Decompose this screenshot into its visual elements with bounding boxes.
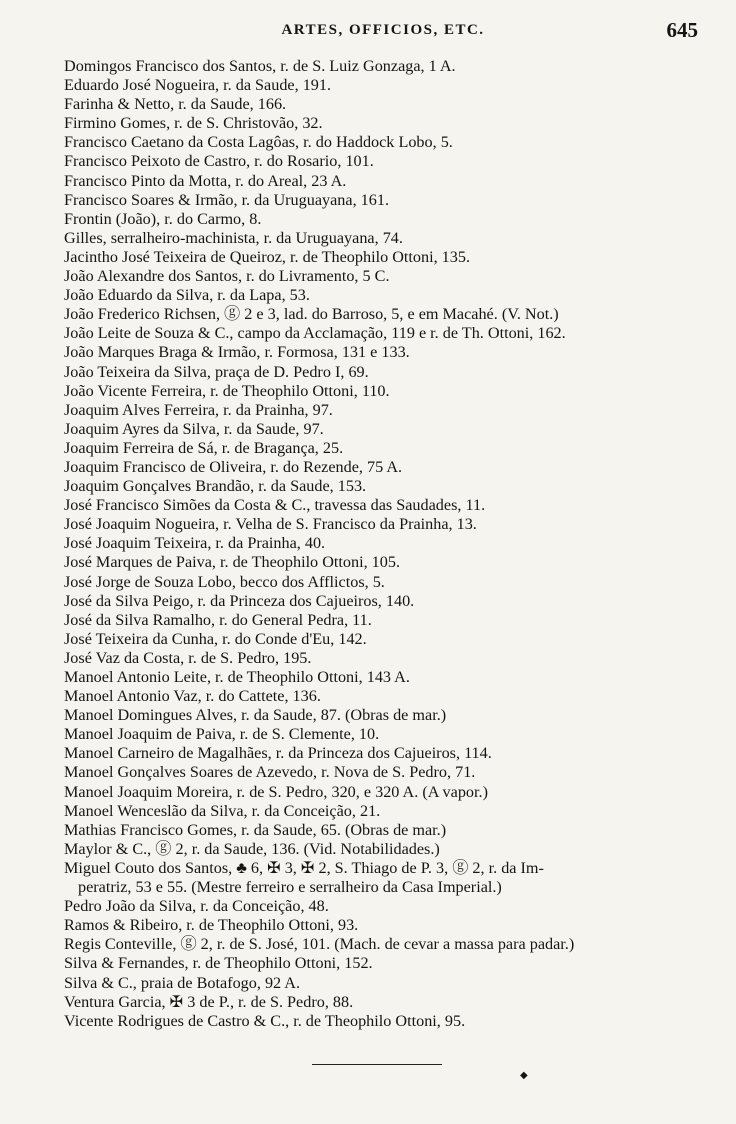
directory-entry: Pedro João da Silva, r. da Conceição, 48. — [64, 897, 329, 916]
directory-entry: Joaquim Ayres da Silva, r. da Saude, 97. — [64, 419, 324, 438]
end-rule — [312, 1064, 442, 1065]
printer-mark: ◆ — [520, 1070, 528, 1081]
directory-entry: Francisco Peixoto de Castro, r. do Rosario, 101. — [64, 152, 374, 171]
directory-entry: Domingos Francisco dos Santos, r. de S. Luiz Gonzaga, 1 A. — [64, 57, 456, 75]
directory-entry: Eduardo José Nogueira, r. da Saude, 191. — [64, 76, 332, 95]
directory-entry: Miguel Couto dos Santos, ♣ 6, ✠ 3, ✠ 2, S. Thiago de P. 3, ⓖ 2, r. da Im- — [64, 858, 544, 877]
directory-entry: Joaquim Alves Ferreira, r. da Prainha, 97. — [64, 400, 333, 419]
directory-entry: Manoel Joaquim de Paiva, r. de S. Clemente, 10. — [64, 725, 380, 744]
directory-entry: Mathias Francisco Gomes, r. da Saude, 65. (Obras de mar.) — [64, 820, 447, 839]
directory-entry: João Marques Braga & Irmão, r. Formosa, 131 e 133. — [64, 343, 410, 362]
directory-entry: Gilles, serralheiro-machinista, r. da Uruguayana, 74. — [64, 228, 403, 247]
directory-entry: Francisco Caetano da Costa Lagôas, r. do Haddock Lobo, 5. — [64, 133, 453, 152]
directory-entry: João Teixeira da Silva, praça de D. Pedro I, 69. — [64, 362, 369, 381]
page-header — [60, 20, 706, 50]
page-title: ARTES, OFFICIOS, ETC. — [281, 22, 485, 38]
directory-entry: José Joaquim Nogueira, r. Velha de S. Francisco da Prainha, 13. — [64, 515, 477, 534]
directory-entry: Maylor & C., ⓖ 2, r. da Saude, 136. (Vid. Notabilidades.) — [64, 839, 440, 858]
directory-entry: Farinha & Netto, r. da Saude, 166. — [64, 95, 287, 114]
directory-entry: Francisco Pinto da Motta, r. do Areal, 23 A. — [64, 171, 347, 190]
directory-entry: Regis Conteville, ⓖ 2, r. de S. José, 101. (Mach. de cevar a massa para padar.) — [64, 935, 575, 954]
directory-entry: Silva & Fernandes, r. de Theophilo Ottoni, 152. — [64, 954, 373, 973]
directory-entry: Silva & C., praia de Botafogo, 92 A. — [64, 973, 301, 992]
directory-entry: José Vaz da Costa, r. de S. Pedro, 195. — [64, 648, 312, 667]
directory-entry: Manoel Joaquim Moreira, r. de S. Pedro, 320, e 320 A. (A vapor.) — [64, 782, 488, 801]
page-number: 645 — [666, 18, 698, 42]
directory-entry: José Jorge de Souza Lobo, becco dos Afflictos, 5. — [64, 572, 385, 591]
directory-entry: João Frederico Richsen, ⓖ 2 e 3, lad. do Barroso, 5, e em Macahé. (V. Not.) — [64, 305, 559, 324]
directory-entry: Ventura Garcia, ✠ 3 de P., r. de S. Pedro, 88. — [64, 992, 354, 1011]
directory-entry: José da Silva Peigo, r. da Princeza dos Cajueiros, 140. — [64, 591, 415, 610]
directory-entry: Francisco Soares & Irmão, r. da Uruguayana, 161. — [64, 190, 390, 209]
directory-entry: Manoel Wenceslão da Silva, r. da Conceição, 21. — [64, 801, 381, 820]
directory-entry: Manoel Antonio Leite, r. de Theophilo Ottoni, 143 A. — [64, 668, 410, 686]
directory-entry: Frontin (João), r. do Carmo, 8. — [64, 209, 262, 228]
directory-entry: Joaquim Francisco de Oliveira, r. do Rezende, 75 A. — [64, 457, 403, 476]
directory-entry: José Joaquim Teixeira, r. da Prainha, 40. — [64, 534, 326, 553]
directory-entry: Manoel Domingues Alves, r. da Saude, 87. (Obras de mar.) — [64, 706, 447, 725]
directory-entry: peratriz, 53 e 55. (Mestre ferreiro e serralheiro da Casa Imperial.) — [78, 878, 502, 897]
directory-entry: José Francisco Simões da Costa & C., travessa das Saudades, 11. — [64, 496, 486, 515]
directory-entry: Vicente Rodrigues de Castro & C., r. de Theophilo Ottoni, 95. — [64, 1011, 466, 1030]
directory-entry: João Leite de Souza & C., campo da Acclamação, 119 e r. de Th. Ottoni, 162. — [64, 324, 566, 343]
directory-entry: Manoel Antonio Vaz, r. do Cattete, 136. — [64, 687, 321, 706]
directory-entry: Joaquim Gonçalves Brandão, r. da Saude, 153. — [64, 477, 367, 496]
directory-entry: Firmino Gomes, r. de S. Christovão, 32. — [64, 114, 323, 133]
directory-entry: João Vicente Ferreira, r. de Theophilo Ottoni, 110. — [64, 381, 390, 400]
directory-entry: José da Silva Ramalho, r. do General Pedra, 11. — [64, 610, 372, 629]
directory-entry: Jacintho José Teixeira de Queiroz, r. de Theophilo Ottoni, 135. — [64, 247, 471, 266]
directory-entry: Manoel Carneiro de Magalhães, r. da Princeza dos Cajueiros, 114. — [64, 744, 492, 763]
directory-entry: João Alexandre dos Santos, r. do Livramento, 5 C. — [64, 267, 390, 286]
directory-entry: João Eduardo da Silva, r. da Lapa, 53. — [64, 286, 310, 305]
directory-list — [64, 57, 708, 1031]
directory-entry: Joaquim Ferreira de Sá, r. de Bragança, 25. — [64, 438, 344, 457]
directory-entry: José Marques de Paiva, r. de Theophilo Ottoni, 105. — [64, 553, 400, 572]
directory-entry: Ramos & Ribeiro, r. de Theophilo Ottoni, 93. — [64, 916, 359, 935]
directory-entry: Manoel Gonçalves Soares de Azevedo, r. Nova de S. Pedro, 71. — [64, 763, 476, 782]
directory-entry: José Teixeira da Cunha, r. do Conde d'Eu, 142. — [64, 629, 367, 648]
